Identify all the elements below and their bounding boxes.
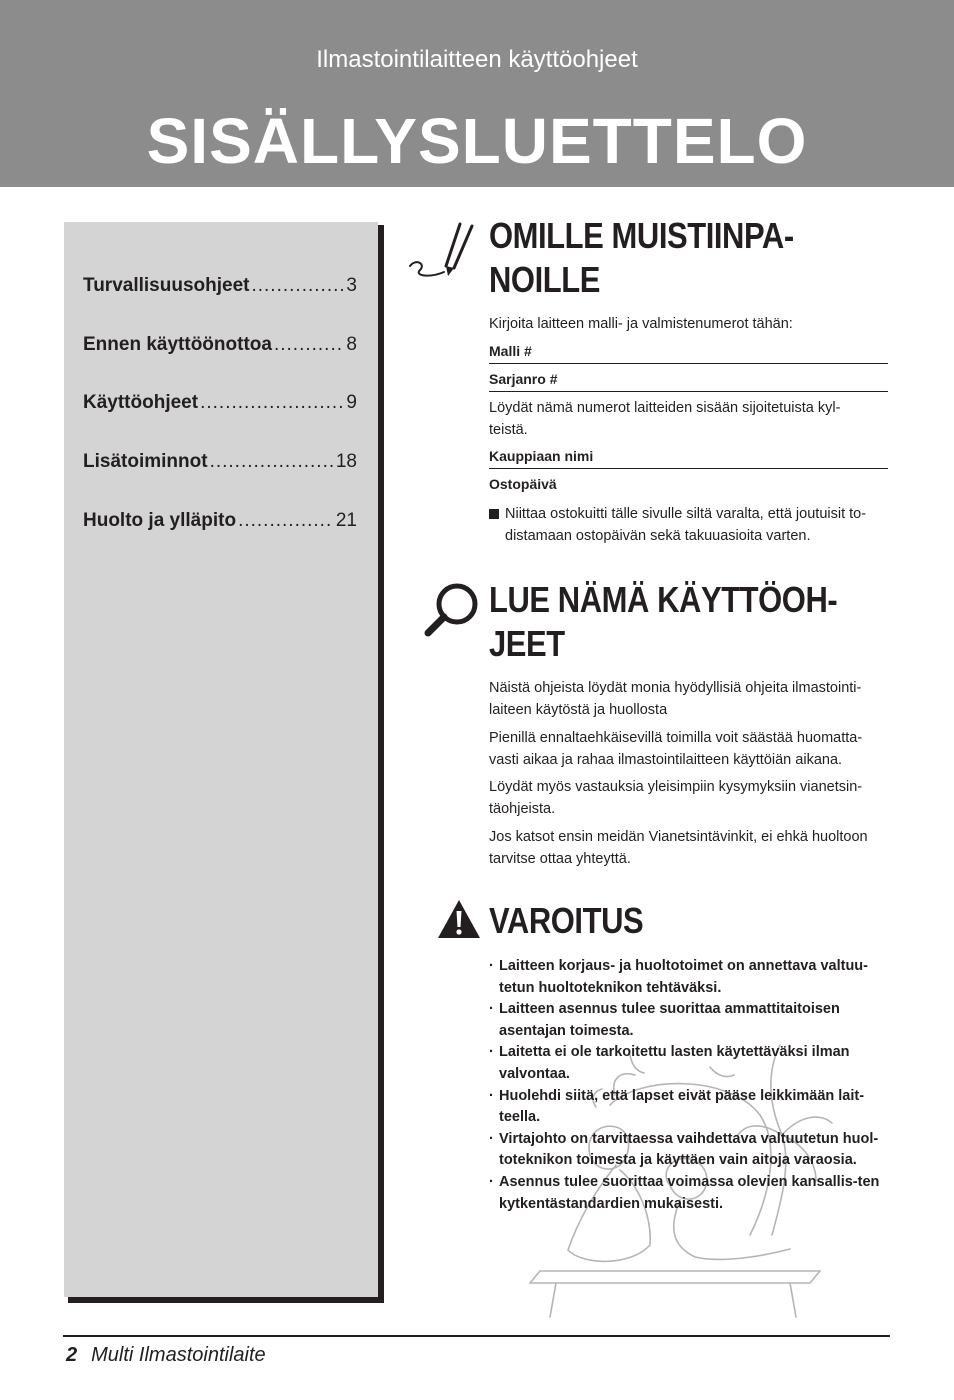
page-title: SISÄLLYSLUETTELO <box>146 105 808 177</box>
square-bullet-icon <box>489 509 499 519</box>
notes-title-line2: NOILLE <box>489 259 600 300</box>
receipt-note <box>489 503 891 547</box>
toc-item-page: 3 <box>346 275 357 296</box>
notes-intro: Kirjoita laitteen malli- ja valmistenumerot tähän: <box>489 316 793 332</box>
toc-item-page: 18 <box>335 451 357 472</box>
warning-item: · Laitetta ei ole tarkoitettu lasten käytettäväksi ilman valvontaa. <box>489 1042 891 1085</box>
serial-field: Sarjanro # <box>489 371 888 392</box>
toc-item-page: 9 <box>346 392 357 413</box>
header-subtitle: Ilmastointilaitteen käyttöohjeet <box>316 46 638 73</box>
toc-item-page: 21 <box>335 510 357 531</box>
model-field: Malli # <box>489 343 888 364</box>
warning-list <box>489 956 891 1215</box>
receipt-note-text: Niittaa ostokuitti tälle sivulle siltä varalta, että joutuisit to-distamaan ostopäivän sekä takuuasioita varten. <box>505 506 867 544</box>
toc-leader-dots <box>238 510 334 532</box>
read-paragraph: Jos katsot ensin meidän Vianetsintävinkit, ei ehkä huoltoon tarvitse ottaa yhteyttä. <box>489 829 868 867</box>
read-title-line2: JEET <box>489 623 565 664</box>
dealer-field: Kauppiaan nimi <box>489 448 888 469</box>
magnifier-icon <box>423 580 483 638</box>
date-field: Ostopäivä <box>489 476 557 492</box>
warning-item: · Laitteen asennus tulee suorittaa ammattitaitoisen asentajan toimesta. <box>489 999 891 1042</box>
warning-item: · Huolehdi siitä, että lapset eivät pääse leikkimään lait-teella. <box>489 1086 891 1129</box>
read-paragraph: Näistä ohjeista löydät monia hyödyllisiä ohjeita ilmastointi-laiteen käytöstä ja huollosta <box>489 680 862 718</box>
toc-item-additional-functions[interactable] <box>83 451 357 473</box>
toc-item-label: Turvallisuusohjeet <box>83 275 250 296</box>
toc-item-label: Huolto ja ylläpito <box>83 510 237 531</box>
notes-location: Löydät nämä numerot laitteiden sisään sijoitetuista kyl-teistä. <box>489 400 841 438</box>
toc-item-label: Käyttöohjeet <box>83 392 199 413</box>
warning-item: · Laitteen korjaus- ja huoltotoimet on annettava valtuu-tetun huoltoteknikon tehtäväksi. <box>489 956 891 999</box>
warning-item: · Asennus tulee suorittaa voimassa olevien kansallis-ten kytkentästandardien mukaisesti. <box>489 1172 891 1215</box>
toc-item-label: Lisätoiminnot <box>83 451 208 472</box>
toc-leader-dots <box>251 275 344 297</box>
toc-item-before-use[interactable] <box>83 334 357 356</box>
toc-leader-dots <box>274 334 344 356</box>
page-number: 2 <box>66 1344 78 1366</box>
footer-text: Multi Ilmastointilaite <box>91 1344 266 1366</box>
footer-divider <box>63 1335 890 1337</box>
toc-leader-dots <box>200 392 344 414</box>
page-header <box>0 0 954 187</box>
toc-item-maintenance[interactable] <box>83 510 357 532</box>
warning-icon <box>436 897 482 941</box>
toc-item-page: 8 <box>346 334 357 355</box>
warning-title: VAROITUS <box>489 900 644 941</box>
read-paragraph: Löydät myös vastauksia yleisimpiin kysymyksiin vianetsin-täohjeista. <box>489 779 863 817</box>
toc-item-label: Ennen käyttöönottoa <box>83 334 272 355</box>
toc-item-safety[interactable] <box>83 275 357 297</box>
toc-item-operation[interactable] <box>83 392 357 414</box>
table-of-contents <box>64 222 378 1297</box>
read-paragraph: Pienillä ennaltaehkäisevillä toimilla voit säästää huomatta-vasti aikaa ja rahaa ilmastointilaitteen käyttöiän aikana. <box>489 730 863 768</box>
toc-leader-dots <box>210 451 334 473</box>
notes-title-line1: OMILLE MUISTIINPA- <box>489 215 794 256</box>
warning-item: · Virtajohto on tarvittaessa vaihdettava valtuutetun huol-toteknikon toimesta ja käyttäen vain aitoja varaosia. <box>489 1129 891 1172</box>
page-footer <box>66 1344 266 1367</box>
pen-icon <box>408 218 478 280</box>
read-title-line1: LUE NÄMÄ KÄYTTÖOH- <box>489 579 838 620</box>
